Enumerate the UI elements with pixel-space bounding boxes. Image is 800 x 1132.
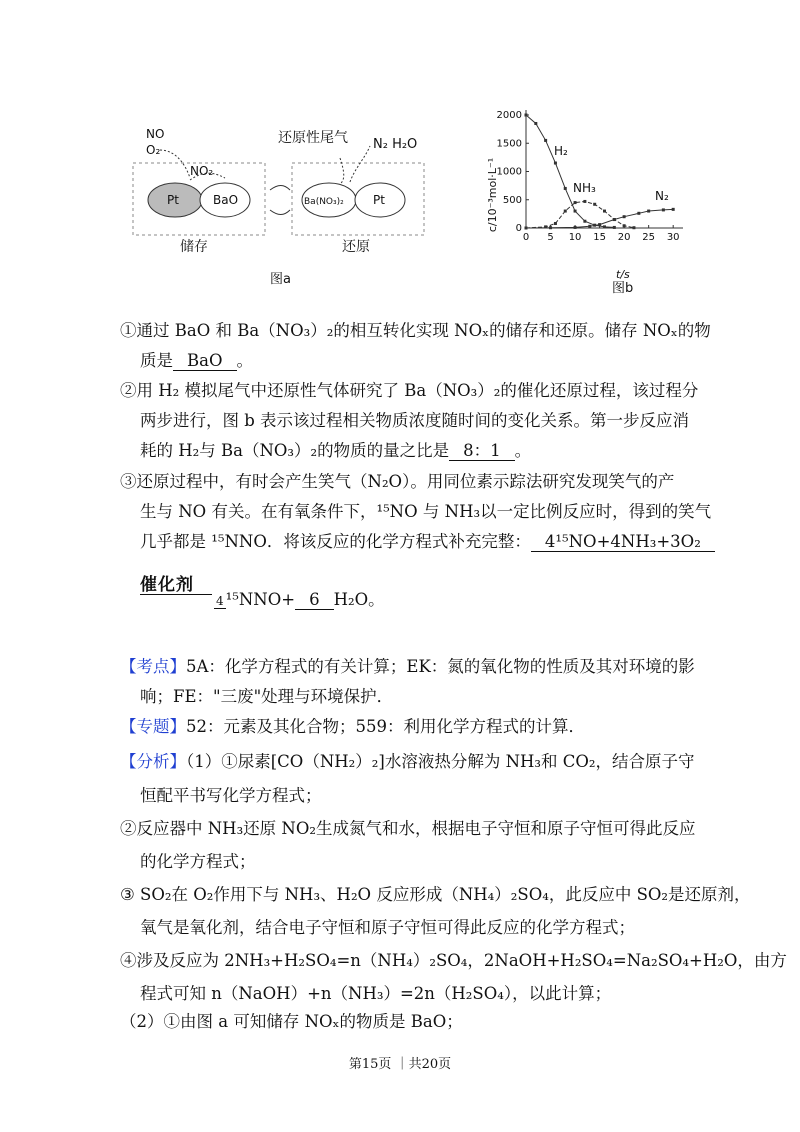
series-line — [526, 201, 634, 228]
series-label-n2: N₂ — [655, 189, 669, 203]
q2-answer: 8：1 — [449, 441, 515, 461]
data-point — [564, 210, 567, 213]
data-point — [593, 203, 596, 206]
fenxi-line5: ③ SO₂在 O₂作用下与 NH₃、H₂O 反应形成（NH₄）₂SO₄，此反应中 SO₂是还原剂， — [120, 885, 751, 904]
data-point — [647, 210, 650, 213]
x-tick-label: 15 — [593, 232, 606, 243]
kaodian-tag: 【考点】 — [120, 657, 186, 676]
x-tick-label: 0 — [522, 232, 530, 243]
data-point — [583, 200, 586, 203]
data-point — [632, 226, 635, 229]
data-point — [554, 162, 557, 165]
data-point — [549, 226, 552, 229]
q3-answer-water: 6 — [295, 590, 334, 610]
products-label: N₂ H₂O — [373, 137, 418, 152]
ba-no3-label: Ba(NO₃)₂ — [304, 197, 344, 207]
data-point — [623, 215, 626, 218]
fenxi-line4: 的化学方程式； — [140, 852, 256, 871]
fenxi-line7: ④涉及反应为 2NH₃+H₂SO₄=n（NH₄）₂SO₄，2NaOH+H₂SO₄=Na₂SO₄+H₂O，由方 — [120, 951, 787, 970]
kaodian-line1: 【考点】5A：化学方程式的有关计算；EK：氮的氧化物的性质及其对环境的影 — [120, 657, 695, 676]
q3-answer-equation: 4¹⁵NO+4NH₃+3O₂ — [531, 532, 715, 552]
y-tick-label: 0 — [515, 223, 522, 234]
data-point — [603, 225, 606, 228]
data-point — [583, 220, 586, 223]
fenxi-line8: 程式可知 n（NaOH）+n（NH₃）=2n（H₂SO₄），以此计算； — [140, 984, 612, 1003]
figure-a-caption: 图a — [270, 272, 291, 287]
x-tick-label: 10 — [568, 232, 582, 243]
no-label: NO — [146, 127, 165, 141]
data-point — [525, 114, 528, 117]
series-line — [526, 115, 614, 227]
bao-label: BaO — [213, 193, 239, 207]
cycle-arrow-top — [270, 186, 290, 191]
q2-line3: 耗的 H₂与 Ba（NO₃）₂的物质的量之比是 8：1 。 — [140, 441, 532, 460]
series-label-nh3: NH₃ — [573, 181, 596, 195]
data-point — [574, 226, 577, 229]
o2-label: O₂ — [146, 143, 161, 157]
q1-line2: 质是 BaO 。 — [140, 351, 253, 370]
x-tick-label: 5 — [547, 232, 554, 243]
q3-line2: 生与 NO 有关。在有氧条件下，¹⁵NO 与 NH₃以一定比例反应时，得到的笑气 — [140, 502, 712, 521]
kaodian-line2: 响；FE："三废"处理与环境保护． — [140, 687, 394, 706]
fenxi-line1: 【分析】（1）①尿素[CO（NH₂）₂]水溶液热分解为 NH₃和 CO₂，结合原子守 — [120, 752, 695, 771]
pt-label-right: Pt — [373, 193, 385, 207]
zhuanti-line: 【专题】52：元素及其化合物；559：利用化学方程式的计算． — [120, 717, 585, 736]
fenxi-line6: 氧气是氧化剂，结合电子守恒和原子守恒可得此反应的化学方程式； — [140, 918, 635, 937]
no2-label: NO₂ — [190, 164, 214, 178]
data-point — [564, 187, 567, 190]
data-point — [574, 201, 577, 204]
q1-line1: ①通过 BaO 和 Ba（NO₃）₂的相互转化实现 NOₓ的储存和还原。储存 NOₓ的物 — [120, 321, 711, 340]
figure-b-caption: 图b — [612, 281, 634, 295]
zhuanti-tag: 【专题】 — [120, 717, 186, 736]
data-point — [637, 212, 640, 215]
y-tick-label: 1000 — [496, 166, 522, 178]
q3-line3: 几乎都是 ¹⁵NNO．将该反应的化学方程式补充完整： 4¹⁵NO+4NH₃+3O₂ — [140, 532, 715, 552]
data-point — [534, 122, 537, 125]
reduction-label: 还原 — [342, 239, 370, 255]
data-point — [672, 208, 675, 211]
tail-gas-label: 还原性尾气 — [278, 130, 348, 146]
data-point — [554, 222, 557, 225]
data-point — [613, 218, 616, 221]
page-footer: 第15页 ｜共20页 — [348, 1057, 452, 1072]
y-tick-label: 500 — [502, 194, 522, 206]
data-point — [613, 226, 616, 229]
catalyst-arrow-line — [140, 594, 212, 595]
figure-b-chart — [478, 100, 698, 295]
series-label-h2: H₂ — [554, 144, 568, 158]
catalyst-label: 催化剂 — [140, 575, 194, 595]
y-tick-label: 1500 — [496, 138, 522, 150]
data-point — [544, 139, 547, 142]
fenxi-line2: 恒配平书写化学方程式； — [140, 786, 322, 805]
data-point — [525, 227, 528, 230]
data-point — [588, 225, 591, 228]
q3-line1: ③还原过程中，有时会产生笑气（N₂O）。用同位素示踪法研究发现笑气的产 — [120, 472, 675, 491]
chart-ylabel: c/10⁻³mol·L⁻¹ — [486, 157, 499, 233]
data-point — [623, 224, 626, 227]
data-point — [603, 210, 606, 213]
q2-line1: ②用 H₂ 模拟尾气中还原性气体研究了 Ba（NO₃）₂的催化还原过程，该过程分 — [120, 381, 699, 400]
data-point — [662, 208, 665, 211]
fenxi-tag: 【分析】 — [120, 752, 186, 771]
q3-line4: 4 ¹⁵NNO+ 6 H₂O。 — [216, 590, 385, 609]
fenxi-line9: （2）①由图 a 可知储存 NOₓ的物质是 BaO； — [120, 1012, 463, 1031]
pt-label-left: Pt — [167, 193, 179, 207]
storage-label: 储存 — [180, 239, 208, 255]
data-point — [574, 210, 577, 213]
figure-a — [130, 118, 430, 293]
fenxi-line3: ②反应器中 NH₃还原 NO₂生成氮气和水，根据电子守恒和原子守恒可得此反应 — [120, 819, 696, 838]
y-tick-label: 2000 — [496, 110, 522, 121]
q1-answer: BaO — [173, 351, 237, 371]
data-point — [598, 223, 601, 226]
chart-xlabel: t/s — [616, 268, 630, 281]
x-tick-label: 30 — [666, 232, 680, 243]
x-tick-label: 25 — [642, 232, 656, 243]
x-tick-label: 20 — [617, 232, 631, 243]
q2-line2: 两步进行，图 b 表示该过程相关物质浓度随时间的变化关系。第一步反应消 — [140, 411, 690, 430]
cycle-arrow-bottom — [270, 210, 290, 215]
